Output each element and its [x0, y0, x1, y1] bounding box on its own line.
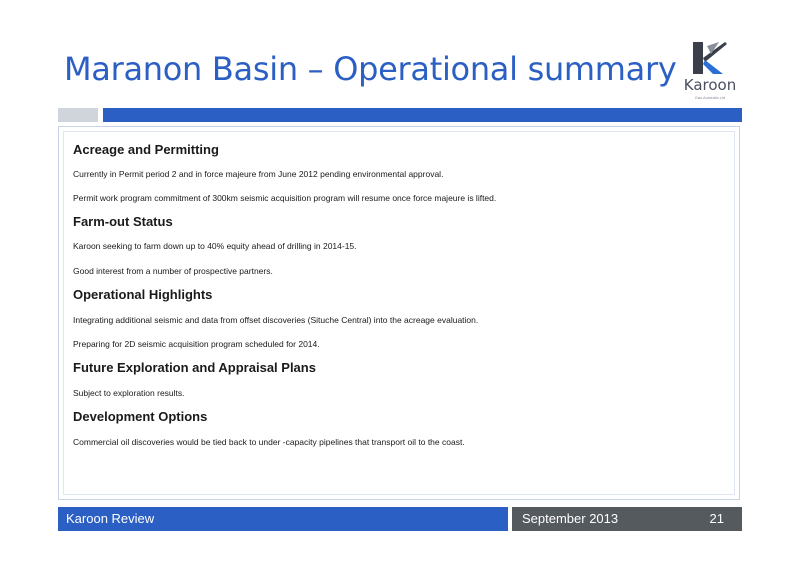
footer-bar-right [512, 507, 742, 531]
content-panel [58, 126, 740, 500]
section-heading: Operational Highlights [73, 287, 213, 302]
section-paragraph: Permit work program commitment of 300km seismic acquisition program will resume once force majeure is lifted. [73, 193, 497, 203]
section-paragraph: Good interest from a number of prospective partners. [73, 266, 273, 276]
page-title: Maranon Basin – Operational summary [64, 50, 677, 88]
section-paragraph: Currently in Permit period 2 and in force majeure from June 2012 pending environmental approval. [73, 169, 444, 179]
section-heading: Future Exploration and Appraisal Plans [73, 360, 316, 375]
title-rule-blue [103, 108, 742, 122]
title-rule-gray [58, 108, 98, 122]
footer-bar-left [58, 507, 508, 531]
karoon-logo [675, 40, 745, 104]
section-heading: Development Options [73, 409, 208, 424]
section-paragraph: Integrating additional seismic and data from offset discoveries (Situche Central) into the acreage evaluation. [73, 315, 479, 325]
section-paragraph: Karoon seeking to farm down up to 40% equity ahead of drilling in 2014-15. [73, 241, 357, 251]
section-paragraph: Preparing for 2D seismic acquisition program scheduled for 2014. [73, 339, 320, 349]
section-heading: Acreage and Permitting [73, 142, 219, 157]
logo-tagline: Gas Australia Ltd [694, 95, 726, 100]
logo-wordmark: Karoon [683, 76, 737, 94]
footer-date: September 2013 [522, 511, 619, 526]
section-heading: Farm-out Status [73, 214, 173, 229]
page-number: 21 [709, 511, 724, 526]
section-paragraph: Subject to exploration results. [73, 388, 185, 398]
footer-label: Karoon Review [66, 511, 155, 526]
karoon-k-icon [689, 40, 731, 76]
section-paragraph: Commercial oil discoveries would be tied back to under -capacity pipelines that transport oil to the coast. [73, 437, 465, 447]
